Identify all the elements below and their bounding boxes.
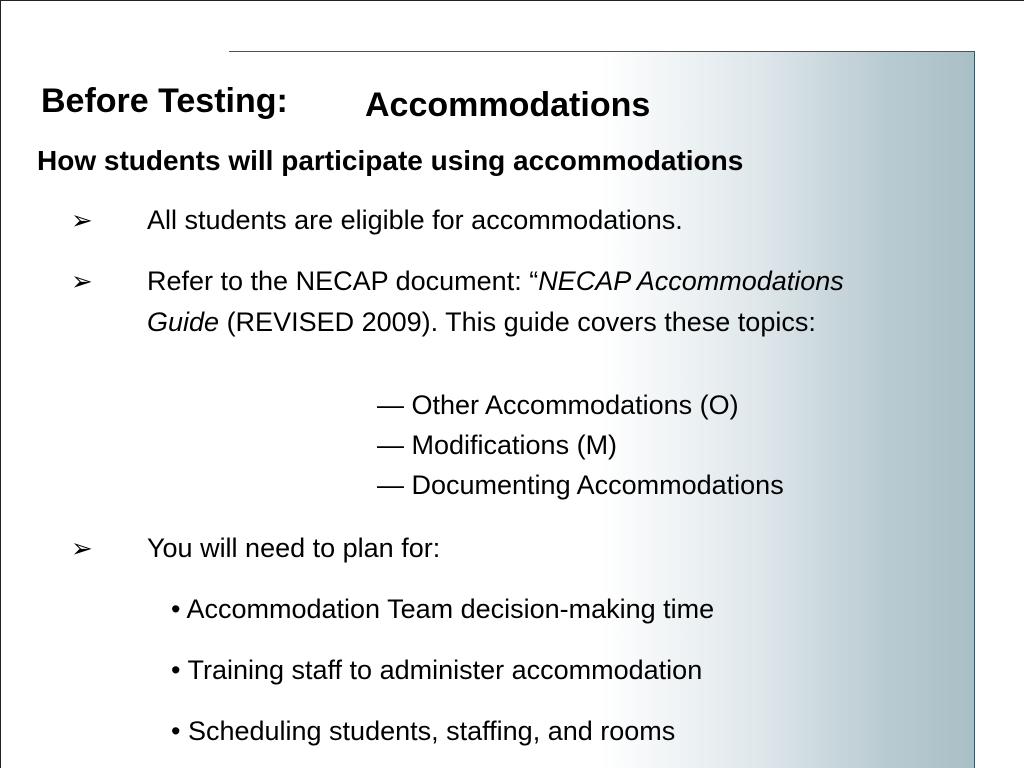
- slide-title: Before Testing:: [41, 82, 288, 120]
- bullet-eligibility: All students are eligible for accommodations.: [147, 205, 683, 235]
- plan-item: • Accommodation Team decision-making time: [171, 594, 715, 624]
- bullet-plan-for: You will need to plan for:: [147, 533, 441, 563]
- plan-item: • Scheduling students, staffing, and rooms: [171, 716, 676, 746]
- arrow-bullet-icon: ➢: [71, 533, 93, 563]
- bullet-necap-guide-post: (REVISED 2009). This guide covers these topics:: [219, 307, 816, 337]
- topic-item: — Documenting Accommodations: [377, 470, 784, 500]
- plan-item: • Training staff to administer accommodation: [171, 655, 703, 685]
- topic-item: — Other Accommodations (O): [377, 390, 739, 420]
- topic-item: — Modifications (M): [377, 430, 618, 460]
- bullet-necap-guide-title: NECAP Accommodations Guide: [147, 266, 844, 337]
- slide-title-topic: Accommodations: [365, 86, 651, 124]
- arrow-bullet-icon: ➢: [71, 266, 93, 296]
- slide-subtitle: How students will participate using accommodations: [37, 145, 744, 176]
- arrow-bullet-icon: ➢: [71, 205, 93, 235]
- bullet-necap-guide-pre: Refer to the NECAP document: “: [147, 266, 539, 296]
- bullet-necap-guide: [147, 261, 877, 343]
